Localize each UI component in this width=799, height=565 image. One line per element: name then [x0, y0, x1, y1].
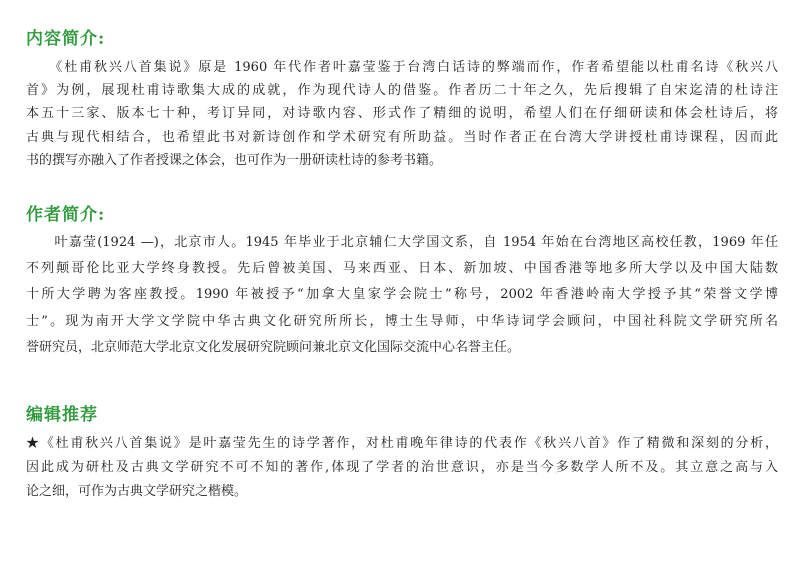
editor-recommendation-text: [26, 432, 778, 504]
editor-recommendation-line: 论之细，可作为古典文学研究之楷模。: [26, 484, 248, 499]
content-summary-heading: 内容简介:: [26, 29, 106, 49]
editor-recommendation-heading: 编辑推荐: [26, 405, 98, 425]
author-bio-line: 叶嘉莹(1924 —)，北京市人。1945 年毕业于北京辅仁大学国文系，自 1954 年始在台湾地区高校任教，1969 年任: [26, 235, 778, 250]
author-bio-line: 不列颠哥伦比亚大学终身教授。先后曾被美国、马来西亚、日本、新加坡、中国香港等地多所大学以及中国大陆数: [26, 261, 778, 277]
content-summary-line: 书的撰写亦融入了作者授课之体会，也可作为一册研读杜诗的参考书籍。: [26, 152, 443, 168]
editor-recommendation-line: 因此成为研杜及古典文学研究不可不知的著作,体现了学者的治世意识，亦是当今多数学人所不及。其立意之高与入: [26, 460, 778, 475]
content-summary-text: [26, 56, 778, 172]
content-summary-line: 古典与现代相结合，也希望此书对新诗创作和学术研究有所助益。当时作者正在台湾大学讲授杜甫诗课程，因而此: [26, 129, 778, 145]
content-summary-line: 《杜甫秋兴八首集说》原是 1960 年代作者叶嘉莹鉴于台湾白话诗的弊端而作，作者希望能以杜甫名诗《秋兴八: [26, 60, 778, 75]
author-bio-line: 誉研究员，北京师范大学北京文化发展研究院顾问兼北京文化国际交流中心名誉主任。: [26, 339, 521, 355]
author-bio-text: [26, 230, 778, 361]
content-summary-line: 首》为例，展现杜甫诗歌集大成的成就，作为现代诗人的借鉴。作者历二十年之久，先后搜辑了自宋迄清的杜诗注: [26, 83, 778, 99]
author-bio-line: 十所大学聘为客座教授。1990 年被授予“加拿大皇家学会院士”称号，2002 年香港岭南大学授予其“荣誉文学博: [26, 287, 778, 303]
author-bio-line: 士”。现为南开大学文学院中华古典文化研究所所长，博士生导师，中华诗词学会顾问，中国社科院文学研究所名: [26, 313, 778, 329]
editor-recommendation-line: ★《杜甫秋兴八首集说》是叶嘉莹先生的诗学著作，对杜甫晚年律诗的代表作《秋兴八首》作了精微和深刻的分析，: [26, 436, 778, 451]
author-bio-heading: 作者简介:: [26, 205, 106, 225]
content-summary-line: 本五十三家、版本七十种，考订异同，对诗歌内容、形式作了精细的说明，希望人们在仔细研读和体会杜诗后，将: [26, 106, 778, 122]
